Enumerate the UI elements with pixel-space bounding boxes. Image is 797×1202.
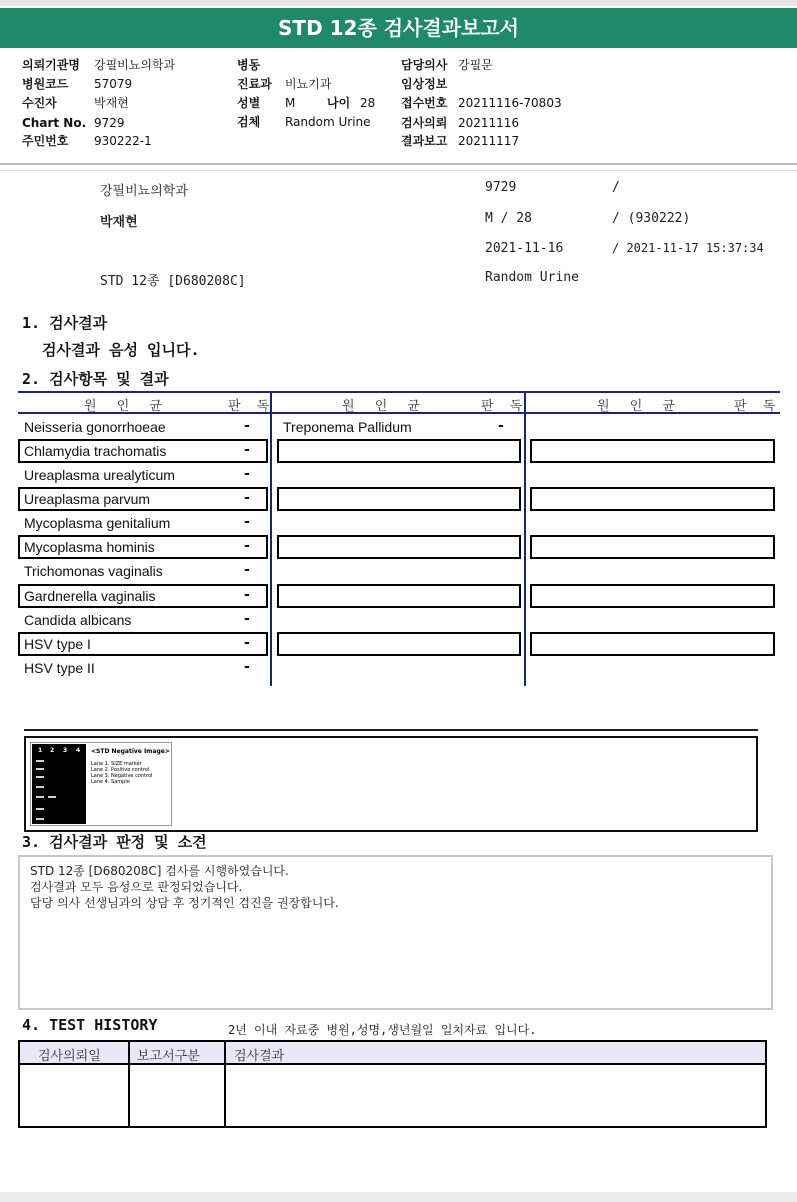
results-table-divider-2 xyxy=(524,391,526,686)
top-strip xyxy=(0,0,797,6)
header-label: 검사의뢰 xyxy=(401,116,448,130)
gel-legend-item: Lane 3. Negative control xyxy=(91,773,153,779)
gel-image-frame xyxy=(24,736,758,832)
header-label: 나이 xyxy=(327,96,351,110)
organism-name: Ureaplasma parvum xyxy=(24,491,151,507)
patient-birth: / (930222) xyxy=(612,211,691,226)
header-value: 57079 xyxy=(94,77,133,91)
header-department xyxy=(237,76,331,92)
header-hospital xyxy=(22,57,175,73)
header-value: 20211116 xyxy=(458,116,520,130)
bottom-strip xyxy=(0,1192,797,1202)
header-report-date xyxy=(401,133,519,149)
header-label: 성별 xyxy=(237,96,261,110)
row-box xyxy=(530,584,775,608)
row-box xyxy=(277,487,521,511)
gel-image xyxy=(30,742,172,826)
history-table-header xyxy=(20,1042,765,1065)
table-header-result-2: 판 독 xyxy=(481,399,529,414)
header-label: 진료과 xyxy=(237,77,272,91)
row-box xyxy=(530,632,775,656)
header-value: 9729 xyxy=(94,116,125,130)
gel-title: <STD Negative Image> xyxy=(91,748,170,755)
organism-result: - xyxy=(244,587,250,603)
lane-label: 2 xyxy=(50,747,55,754)
organism-result: - xyxy=(244,418,250,434)
organism-name: Mycoplasma genitalium xyxy=(24,515,171,531)
header-hospital-code xyxy=(22,76,132,92)
report-title: STD 12종 검사결과보고서 xyxy=(0,8,797,48)
header-value: 20211117 xyxy=(458,134,520,148)
header-value: 28 xyxy=(360,96,376,110)
header-receipt-no xyxy=(401,95,562,111)
header-label: 병동 xyxy=(237,58,261,72)
header-value: 강필비뇨의학과 xyxy=(94,58,176,72)
organism-result: - xyxy=(498,418,504,434)
header-label: 검체 xyxy=(237,115,261,129)
gel-legend-item: Lane 1. SIZE marker xyxy=(91,761,142,767)
results-table-divider-1 xyxy=(270,391,272,686)
section2-title: 2. 검사항목 및 결과 xyxy=(22,370,169,388)
patient-hospital: 강필비뇨의학과 xyxy=(100,184,188,199)
lane-label: 3 xyxy=(63,747,68,754)
gel-legend-item: Lane 4. Sample xyxy=(91,779,130,785)
organism-name: Treponema Pallidum xyxy=(283,419,412,435)
organism-result: - xyxy=(244,562,250,578)
header-patient xyxy=(22,95,129,111)
organism-result: - xyxy=(244,635,250,651)
table-header-result-3: 판 독 xyxy=(734,399,782,414)
organism-name: Chlamydia trachomatis xyxy=(24,443,167,459)
comment-box xyxy=(18,855,773,1010)
row-box xyxy=(530,487,775,511)
header-chart-no xyxy=(22,115,125,131)
header-specimen xyxy=(237,114,371,130)
organism-result: - xyxy=(244,538,250,554)
organism-name: HSV type I xyxy=(24,636,91,652)
history-col-divider xyxy=(224,1042,226,1126)
comment-line: 담당 의사 선생님과의 상담 후 정기적인 검진을 권장합니다. xyxy=(30,896,339,910)
header-request-date xyxy=(401,115,519,131)
row-box xyxy=(277,632,521,656)
organism-result: - xyxy=(244,442,250,458)
row-box xyxy=(530,535,775,559)
header-value: 20211116-70803 xyxy=(458,96,562,110)
gel-band xyxy=(36,786,44,788)
row-box xyxy=(277,584,521,608)
gel-legend xyxy=(91,749,170,785)
row-box xyxy=(277,439,521,463)
table-header-result-1: 판 독 xyxy=(228,399,276,414)
organism-name: HSV type II xyxy=(24,660,95,676)
table-header-organism-1: 원 인 균 xyxy=(84,399,170,414)
gel-band xyxy=(36,760,44,762)
gel-band xyxy=(36,808,44,810)
organism-result: - xyxy=(244,659,250,675)
header-doctor xyxy=(401,57,493,73)
header-value: Random Urine xyxy=(285,115,371,129)
section4-note: 2년 이내 자료중 병원,성명,생년월일 일치자료 입니다. xyxy=(228,1023,537,1037)
patient-name: 박재현 xyxy=(100,215,138,230)
patient-sex-age: M / 28 xyxy=(485,211,532,226)
organism-name: Gardnerella vaginalis xyxy=(24,588,156,604)
organism-name: Trichomonas vaginalis xyxy=(24,563,163,579)
header-label: 접수번호 xyxy=(401,96,448,110)
header-value: 비뇨기과 xyxy=(285,77,332,91)
organism-result: - xyxy=(244,514,250,530)
history-col-divider xyxy=(128,1042,130,1126)
section1-summary: 검사결과 음성 입니다. xyxy=(42,341,200,359)
header-label: 의뢰기관명 xyxy=(22,58,80,72)
lane-label: 4 xyxy=(76,747,81,754)
header-label: 수진자 xyxy=(22,96,57,110)
header-value: 강필문 xyxy=(458,58,493,72)
header-clinical-info xyxy=(401,76,458,92)
header-ward xyxy=(237,57,285,73)
patient-report-datetime: / 2021-11-17 15:37:34 xyxy=(612,241,764,255)
table-header-organism-2: 원 인 균 xyxy=(342,399,428,414)
header-divider-thin xyxy=(0,170,797,171)
gel-legend-item: Lane 2. Positive control xyxy=(91,767,150,773)
organism-name: Candida albicans xyxy=(24,612,132,628)
header-resident-no xyxy=(22,133,152,149)
history-col-report-type: 보고서구분 xyxy=(137,1049,200,1064)
comment-line: 검사결과 모두 음성으로 판정되었습니다. xyxy=(30,880,243,894)
gel-band xyxy=(36,818,44,820)
patient-chart-no: 9729 xyxy=(485,180,517,195)
organism-result: - xyxy=(244,611,250,627)
gel-band xyxy=(36,796,44,798)
history-col-request-date: 검사의뢰일 xyxy=(38,1049,101,1064)
header-label: Chart No. xyxy=(22,116,87,130)
organism-name: Ureaplasma urealyticum xyxy=(24,467,175,483)
gel-section-rule xyxy=(24,729,758,731)
section3-title: 3. 검사결과 판정 및 소견 xyxy=(22,833,207,851)
header-label: 결과보고 xyxy=(401,134,448,148)
row-box xyxy=(277,535,521,559)
organism-result: - xyxy=(244,466,250,482)
header-sex-age xyxy=(237,95,375,111)
organism-name: Neisseria gonorrhoeae xyxy=(24,419,166,435)
patient-specimen: Random Urine xyxy=(485,270,579,285)
patient-test-name: STD 12종 [D680208C] xyxy=(100,274,246,289)
section4-title: 4. TEST HISTORY xyxy=(22,1016,158,1034)
patient-request-date: 2021-11-16 xyxy=(485,241,564,256)
lane-label: 1 xyxy=(38,747,43,754)
organism-name: Mycoplasma hominis xyxy=(24,539,155,555)
organism-result: - xyxy=(244,490,250,506)
gel-band xyxy=(36,768,44,770)
header-label: 임상정보 xyxy=(401,77,448,91)
header-label: 담당의사 xyxy=(401,58,448,72)
section1-title: 1. 검사결과 xyxy=(22,314,108,332)
header-label: 주민번호 xyxy=(22,134,69,148)
results-table-top-line xyxy=(18,391,780,393)
gel-band xyxy=(36,776,44,778)
header-value: 930222-1 xyxy=(94,134,152,148)
gel-lanes xyxy=(32,744,86,824)
row-box xyxy=(530,439,775,463)
history-col-result: 검사결과 xyxy=(234,1049,285,1064)
table-header-organism-3: 원 인 균 xyxy=(597,399,683,414)
header-value: M xyxy=(285,96,296,110)
header-label: 병원코드 xyxy=(22,77,69,91)
gel-band xyxy=(48,796,56,798)
history-table xyxy=(18,1040,767,1128)
comment-line: STD 12종 [D680208C] 검사를 시행하였습니다. xyxy=(30,864,289,878)
patient-slash: / xyxy=(612,180,620,195)
header-divider xyxy=(0,163,797,165)
header-value: 박재현 xyxy=(94,96,129,110)
